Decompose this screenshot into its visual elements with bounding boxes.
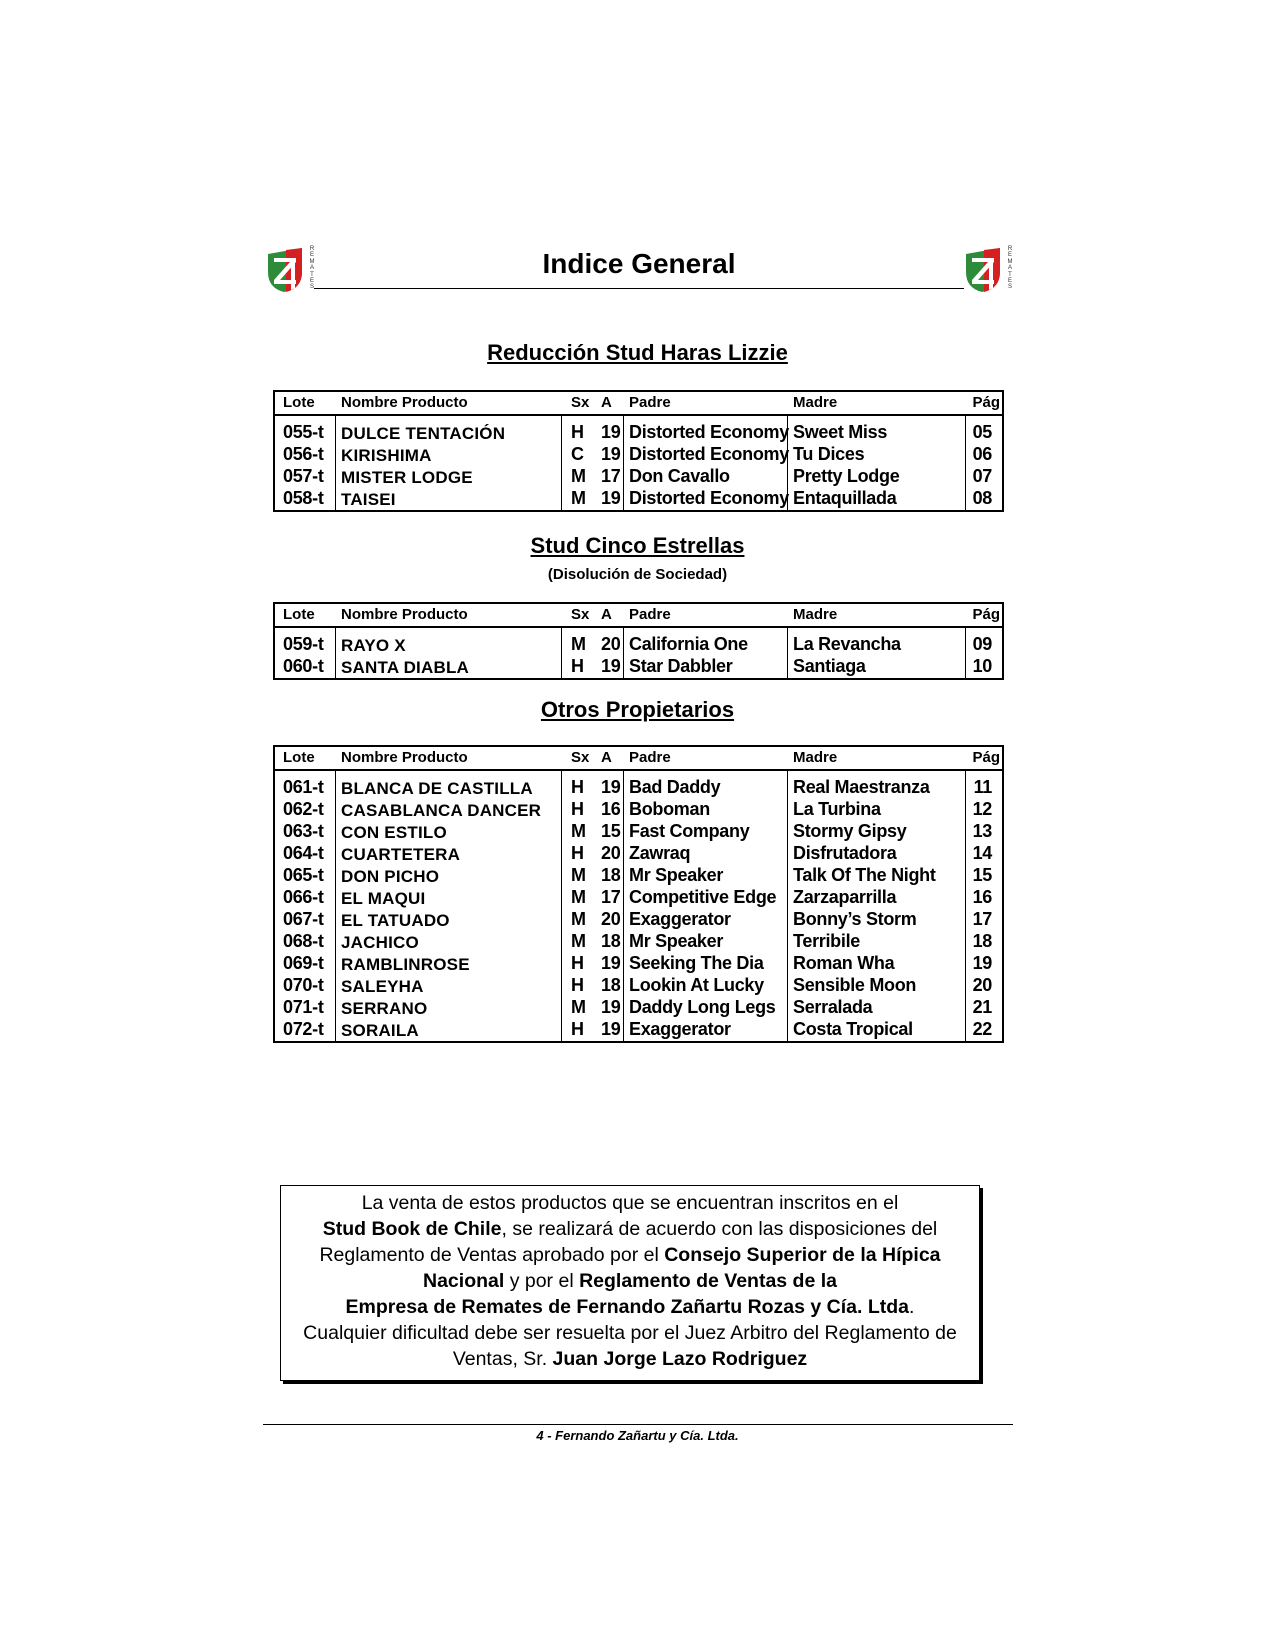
cell-nombre: DULCE TENTACIÓN [341,424,506,443]
page-title: Indice General [542,248,736,279]
cell-padre: Star Dabbler [629,656,733,676]
notice-line [281,1268,979,1294]
table-row [275,442,1002,464]
cell-madre: La Revancha [793,634,901,654]
notice-text: . [909,1296,915,1318]
notice-line [281,1320,979,1346]
cell-pag: 10 [972,656,992,676]
notice-line [281,1294,979,1320]
column-header-pag: Pág [972,606,1000,623]
cell-madre: Talk Of The Night [793,865,936,885]
cell-padre: Exaggerator [629,909,731,929]
lot-table [273,745,1004,1043]
table-header [275,392,1002,416]
cell-sx: M [571,887,586,907]
cell-lote: 071-t [283,997,324,1017]
cell-padre: Mr Speaker [629,931,724,951]
cell-a: 19 [601,997,621,1017]
column-header-madre: Madre [793,394,838,411]
cell-lote: 060-t [283,656,324,676]
cell-padre: Don Cavallo [629,466,730,486]
notice-bold: Nacional [423,1270,505,1292]
cell-a: 18 [601,975,621,995]
column-header-sx: Sx [571,606,590,623]
cell-a: 19 [601,444,621,464]
notice-text: La venta de estos productos que se encuentran inscritos en el [361,1192,899,1214]
cell-a: 17 [601,887,621,907]
cell-padre: Seeking The Dia [629,953,764,973]
column-header-nombre: Nombre Producto [341,394,468,411]
cell-padre: Distorted Economy [629,422,789,442]
notice-text: Cualquier dificultad debe ser resuelta por el Juez Arbitro del Reglamento de [303,1322,957,1344]
table-row [275,1017,1002,1039]
cell-padre: Lookin At Lucky [629,975,764,995]
zr-remates-logo [962,244,1014,294]
cell-nombre: EL MAQUI [341,889,426,908]
cell-a: 19 [601,422,621,442]
column-header-lote: Lote [283,749,315,766]
column-header-padre: Padre [629,749,671,766]
cell-madre: Sensible Moon [793,975,917,995]
cell-nombre: RAYO X [341,636,406,655]
cell-padre: Distorted Economy [629,488,789,508]
cell-nombre: RAMBLINROSE [341,955,470,974]
zr-logo-icon [962,244,1006,294]
cell-pag: 14 [972,843,992,863]
column-header-sx: Sx [571,394,590,411]
table-row [275,995,1002,1017]
cell-lote: 056-t [283,444,324,464]
sale-conditions-notice [280,1185,980,1381]
cell-nombre: SANTA DIABLA [341,658,469,677]
lot-table [273,602,1004,680]
footer-divider [263,1424,1013,1425]
section-title: Stud Cinco Estrellas [530,533,745,558]
cell-lote: 072-t [283,1019,324,1039]
cell-sx: M [571,909,586,929]
cell-nombre: SERRANO [341,999,428,1018]
cell-pag: 15 [972,865,992,885]
cell-lote: 057-t [283,466,324,486]
cell-nombre: MISTER LODGE [341,468,473,487]
column-header-padre: Padre [629,606,671,623]
cell-madre: Santiaga [793,656,866,676]
cell-nombre: JACHICO [341,933,419,952]
cell-madre: La Turbina [793,799,881,819]
cell-a: 19 [601,656,621,676]
cell-pag: 20 [972,975,992,995]
cell-lote: 061-t [283,777,324,797]
cell-padre: Distorted Economy [629,444,789,464]
cell-lote: 055-t [283,422,324,442]
cell-lote: 068-t [283,931,324,951]
cell-sx: M [571,821,586,841]
cell-pag: 11 [973,777,992,797]
column-header-nombre: Nombre Producto [341,606,468,623]
cell-lote: 059-t [283,634,324,654]
cell-sx: M [571,466,586,486]
cell-pag: 17 [972,909,992,929]
cell-madre: Stormy Gipsy [793,821,907,841]
cell-pag: 16 [972,887,992,907]
cell-pag: 06 [972,444,992,464]
cell-a: 19 [601,1019,621,1039]
cell-a: 19 [601,953,621,973]
cell-nombre: BLANCA DE CASTILLA [341,779,533,798]
notice-bold: Reglamento de Ventas de la [579,1270,837,1292]
table-row [275,885,1002,907]
notice-line [281,1346,979,1372]
table-row [275,775,1002,797]
table-row [275,797,1002,819]
cell-a: 20 [601,909,621,929]
cell-padre: Exaggerator [629,1019,731,1039]
cell-a: 20 [601,843,621,863]
header-divider [314,288,964,289]
cell-madre: Tu Dices [793,444,865,464]
column-header-lote: Lote [283,606,315,623]
page-header [264,244,1014,298]
cell-padre: Competitive Edge [629,887,777,907]
table-header [275,604,1002,628]
cell-a: 15 [601,821,621,841]
cell-madre: Zarzaparrilla [793,887,897,907]
notice-line [281,1242,979,1268]
table-body [275,416,1002,510]
cell-sx: M [571,634,586,654]
cell-nombre: SALEYHA [341,977,424,996]
table-body [275,628,1002,678]
column-header-a: A [601,394,612,411]
cell-nombre: KIRISHIMA [341,446,432,465]
cell-pag: 08 [972,488,992,508]
notice-bold: Juan Jorge Lazo Rodriguez [552,1348,808,1370]
lot-table [273,390,1004,512]
logo-remates-text: R E M A T E S [309,246,315,291]
column-header-pag: Pág [972,749,1000,766]
cell-padre: Mr Speaker [629,865,724,885]
cell-madre: Terribile [793,931,860,951]
table-header [275,747,1002,771]
section-title: Otros Propietarios [540,697,735,722]
cell-sx: M [571,931,586,951]
cell-sx: M [571,865,586,885]
column-header-madre: Madre [793,749,838,766]
cell-pag: 05 [972,422,992,442]
table-row [275,907,1002,929]
section-subtitle: (Disolución de Sociedad) [547,566,728,583]
cell-nombre: TAISEI [341,490,396,509]
notice-text: Reglamento de Ventas aprobado por el [319,1244,665,1266]
table-row [275,486,1002,508]
cell-lote: 062-t [283,799,324,819]
cell-sx: C [571,444,584,464]
notice-line [281,1216,979,1242]
cell-sx: H [571,975,584,995]
cell-sx: H [571,1019,584,1039]
cell-madre: Sweet Miss [793,422,888,442]
cell-lote: 064-t [283,843,324,863]
cell-a: 17 [601,466,621,486]
page-footer: 4 - Fernando Zañartu y Cía. Ltda. [536,1428,739,1443]
cell-lote: 063-t [283,821,324,841]
cell-pag: 12 [972,799,992,819]
cell-sx: M [571,488,586,508]
cell-padre: Boboman [629,799,710,819]
cell-nombre: DON PICHO [341,867,440,886]
notice-bold: Consejo Superior de la Hípica [664,1244,941,1266]
column-header-padre: Padre [629,394,671,411]
section-title: Reducción Stud Haras Lizzie [487,340,788,365]
cell-madre: Disfrutadora [793,843,897,863]
cell-sx: H [571,843,584,863]
cell-sx: H [571,422,584,442]
cell-nombre: SORAILA [341,1021,419,1040]
cell-padre: Fast Company [629,821,750,841]
table-row [275,973,1002,995]
cell-nombre: CASABLANCA DANCER [341,801,542,820]
notice-line [281,1190,979,1216]
column-header-pag: Pág [972,394,1000,411]
cell-pag: 09 [972,634,992,654]
cell-pag: 19 [972,953,992,973]
notice-text: y por el [504,1270,580,1292]
table-row [275,863,1002,885]
cell-madre: Serralada [793,997,873,1017]
cell-padre: Bad Daddy [629,777,721,797]
cell-pag: 18 [972,931,992,951]
column-header-lote: Lote [283,394,315,411]
notice-text: , se realizará de acuerdo con las disposiciones del [501,1218,938,1240]
cell-madre: Costa Tropical [793,1019,913,1039]
cell-nombre: CUARTETERA [341,845,461,864]
table-row [275,632,1002,654]
cell-lote: 067-t [283,909,324,929]
table-row [275,929,1002,951]
cell-a: 19 [601,777,621,797]
table-row [275,841,1002,863]
cell-madre: Bonny’s Storm [793,909,917,929]
cell-pag: 07 [972,466,992,486]
table-row [275,951,1002,973]
cell-pag: 13 [972,821,992,841]
cell-padre: Daddy Long Legs [629,997,776,1017]
logo-remates-text: R E M A T E S [1007,246,1013,291]
cell-madre: Roman Wha [793,953,895,973]
column-header-a: A [601,606,612,623]
cell-sx: H [571,777,584,797]
cell-nombre: EL TATUADO [341,911,450,930]
notice-text: Ventas, Sr. [452,1348,553,1370]
cell-lote: 058-t [283,488,324,508]
cell-padre: Zawraq [629,843,691,863]
cell-sx: H [571,953,584,973]
cell-sx: M [571,997,586,1017]
cell-pag: 21 [972,997,992,1017]
cell-a: 20 [601,634,621,654]
column-header-madre: Madre [793,606,838,623]
cell-madre: Pretty Lodge [793,466,900,486]
table-row [275,654,1002,676]
cell-a: 19 [601,488,621,508]
cell-a: 16 [601,799,621,819]
table-row [275,819,1002,841]
column-header-sx: Sx [571,749,590,766]
table-body [275,771,1002,1041]
notice-bold: Empresa de Remates de Fernando Zañartu Rozas y Cía. Ltda [345,1296,910,1318]
cell-a: 18 [601,931,621,951]
cell-madre: Real Maestranza [793,777,930,797]
cell-sx: H [571,799,584,819]
table-row [275,464,1002,486]
cell-lote: 070-t [283,975,324,995]
cell-a: 18 [601,865,621,885]
notice-bold: Stud Book de Chile [322,1218,502,1240]
cell-pag: 22 [972,1019,992,1039]
cell-lote: 066-t [283,887,324,907]
column-header-nombre: Nombre Producto [341,749,468,766]
cell-madre: Entaquillada [793,488,897,508]
cell-lote: 065-t [283,865,324,885]
cell-nombre: CON ESTILO [341,823,447,842]
cell-padre: California One [629,634,748,654]
cell-lote: 069-t [283,953,324,973]
column-header-a: A [601,749,612,766]
table-row [275,420,1002,442]
cell-sx: H [571,656,584,676]
